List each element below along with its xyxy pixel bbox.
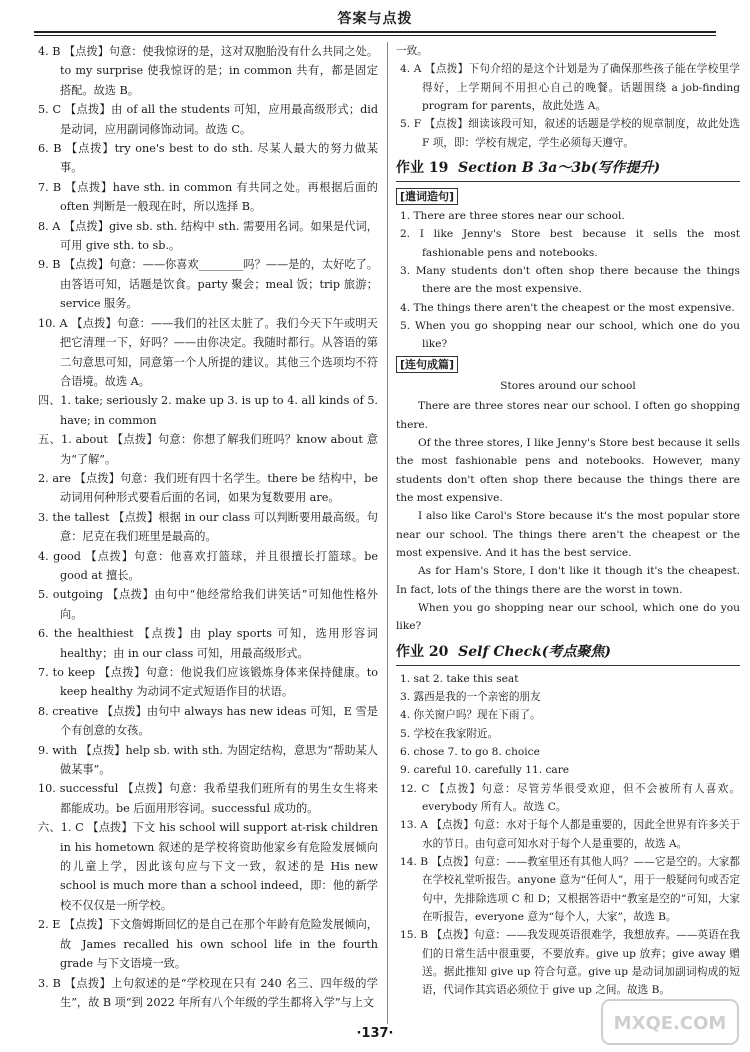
answer-item: 3. B 【点拨】上句叙述的是“学校现在只有 240 名三、四年级的学生”，故 B 项“到 2022 年所有八个年级的学生都将入学”与上文	[38, 976, 378, 1009]
answer-item: 14. B 【点拨】句意：——教室里还有其他人吗？——它是空的。大家都在学校礼堂听报告。anyone 意为“任何人”，用于一般疑问句或否定句中，先排除选项 C 和 D；又根据答语中“教室是空的”可知，大家在听报告，everyone 意为“每个人，大家”，故选 B。	[400, 856, 740, 924]
answer-item: 6. chose 7. to go 8. choice	[400, 746, 540, 758]
sentence-item: 4. The things there aren't the cheapest or the most expensive.	[400, 301, 735, 314]
sentence-item: 1. There are three stores near our school.	[400, 210, 625, 223]
essay-paragraph: There are three stores near our school. I often go shopping there.	[396, 400, 740, 431]
answer-item: 六、1. C 【点拨】下文 his school will support at-risk children in his hometown 叙述的是学校将资助他家乡有危险发展倾向的儿童上学，因此该句应与下文一致，叙述的是 His new school is much more than a school indeed，即：他的新学校不仅仅是一所学校。	[38, 821, 378, 912]
essay-paragraph: As for Ham's Store, I don't like it though it's the cheapest. In fact, lots of the things there are the worst in town.	[396, 565, 740, 596]
section-19-title: Section B 3a～3b(写作提升)	[458, 160, 661, 177]
essay-paragraph: When you go shopping near our school, which one do you like?	[396, 601, 740, 633]
answer-item: 4. good 【点拨】句意：他喜欢打篮球，并且很擅长打篮球。be good at 擅长。	[38, 549, 378, 582]
answer-item: 1. sat 2. take this seat	[400, 672, 519, 685]
answer-item: 9. careful 10. carefully 11. care	[400, 764, 570, 777]
sentence-item: 5. When you go shopping near our school, which one do you like?	[400, 320, 740, 351]
answer-item: 2. are 【点拨】句意：我们班有四十名学生。there be 结构中，be 动词用何种形式要看后面的名词，如果为复数要用 are。	[38, 471, 378, 505]
answer-item: 一致。	[396, 45, 428, 57]
answer-item: 4. B 【点拨】句意：使我惊讶的是，这对双胞胎没有什么共同之处。to my surprise 使我惊讶的是；in common 共有，都是固定搭配。故选 B。	[38, 45, 378, 97]
section-19-label: 作业 19	[396, 160, 449, 177]
answer-item: 五、1. about 【点拨】句意：你想了解我们班吗？know about 意为“了解”。	[38, 433, 378, 466]
answer-item: 5. F 【点拨】细读该段可知，叙述的话题是学校的规章制度，故此处选 F 项，即：学校有规定，学生必须每天遵守。	[400, 118, 740, 149]
answer-item: 12. C 【点拨】句意：尽管芳华很受欢迎，但不会被所有人喜欢。everybody 所有人。故选 C。	[400, 782, 740, 814]
answer-item: 13. A 【点拨】句意：水对于每个人都是重要的，因此全世界有许多关于水的节日。由句意可知水对于每个人是重要的，故选 A。	[400, 819, 740, 850]
answer-item: 5. outgoing 【点拨】由句中“他经常给我们讲笑话”可知他性格外向。	[38, 588, 378, 621]
answer-item: 8. creative 【点拨】由句中 always has new ideas 可知，E 雪是个有创意的女孩。	[38, 704, 378, 738]
answer-item: 9. B 【点拨】句意：——你喜欢________吗？——是的，太好吃了。由答语可知，话题是饮食。party 聚会；meal 饭；trip 旅游；service 服务。	[38, 258, 378, 311]
essay-paragraph: I also like Carol's Store because it's the most popular store near our school. The things there aren't the cheapest or the most expensive. And it has the best service.	[396, 510, 740, 559]
sentence-item: 2. I like Jenny's Store best because it sells the most fashionable pens and notebooks.	[400, 228, 740, 259]
answer-item: 10. successful 【点拨】句意：我希望我们班所有的男生女生将来都能成功。be 后面用形容词。successful 成功的。	[38, 782, 378, 815]
page-header-title: 答案与点拨	[337, 11, 413, 27]
section-19-heading	[396, 158, 740, 182]
section-20-heading	[396, 642, 740, 666]
page-header	[0, 0, 750, 32]
page-number: ·137·	[356, 1026, 394, 1041]
answer-item: 15. B 【点拨】句意：——我发现英语很难学，我想放弃。——英语在我们的日常生活中很重要，不要放弃。give up 放弃；give away 赠送。据此推知 give up 符合句意。give up 是动词加副词构成的短语，代词作其宾语必须位于 give up 之间。故选 B。	[400, 929, 740, 997]
right-column	[396, 42, 740, 1000]
header-rule-thin	[34, 35, 716, 36]
section-20-label: 作业 20	[396, 643, 449, 660]
answer-item: 8. A 【点拨】give sb. sth. 结构中 sth. 需要用名词。如果是代词，可用 give sth. to sb.。	[38, 219, 378, 253]
watermark-text: MXQE.COM	[613, 1013, 727, 1034]
left-column	[34, 42, 378, 1012]
answer-item: 7. B 【点拨】have sth. in common 有共同之处。再根据后面的 often 判断是一般现在时，所以选择 B。	[38, 180, 378, 214]
sentence-item: 3. Many students don't often shop there because the things there are the most expensive.	[400, 265, 740, 296]
answer-item: 9. with 【点拨】help sb. with sth. 为固定结构，意思为“帮助某人做某事”。	[38, 743, 378, 777]
answer-item: 6. B 【点拨】try one's best to do sth. 尽某人最大的努力做某事。	[38, 142, 378, 175]
essay-title: Stores around our school	[500, 379, 636, 392]
answer-item: 3. the tallest 【点拨】根据 in our class 可以判断要用最高级。句意：尼克在我们班里是最高的。	[38, 510, 378, 544]
answer-item: 7. to keep 【点拨】句意：他说我们应该锻炼身体来保持健康。to keep healthy 为动词不定式短语作目的状语。	[38, 666, 378, 699]
section-19-sub1: [遣词造句]	[396, 188, 458, 205]
essay-paragraph: Of the three stores, I like Jenny's Store best because it sells the most fashionable pens and notebooks. However, many students don't often shop there because the things there are the most expensive.	[396, 436, 740, 504]
answer-item: 3. 露西是我的一个亲密的朋友	[400, 690, 541, 703]
answer-item: 6. the healthiest 【点拨】由 play sports 可知，选用形容词 healthy；由 in our class 可知，用最高级形式。	[38, 627, 378, 660]
answer-item: 10. A 【点拨】句意：——我们的社区太脏了。我们今天下午或明天把它清理一下，好吗？——由你决定。我随时都行。从答语的第二句意思可知，同意第一个人所提的建议。其他三个选项均不符合语境。故选 A。	[38, 316, 378, 388]
answer-item: 5. C 【点拨】由 of all the students 可知，应用最高级形式；did 是动词，应用副词修饰动词。故选 C。	[38, 103, 378, 136]
answer-item: 4. 你关窗户吗？现在下雨了。	[400, 709, 541, 722]
section-20-title: Self Check(考点聚焦)	[458, 643, 612, 660]
answer-item: 四、1. take; seriously 2. make up 3. is up to 4. all kinds of 5. have; in common	[38, 394, 378, 427]
watermark-logo	[600, 998, 740, 1046]
answer-item: 2. E 【点拨】下文詹姆斯回忆的是自己在那个年龄有危险发展倾向，故 James recalled his own school life in the fourth grade 与下文语境一致。	[38, 918, 378, 971]
column-divider	[387, 42, 388, 1024]
section-19-sub2: [连句成篇]	[396, 356, 458, 373]
answer-item: 5. 学校在我家附近。	[400, 727, 499, 740]
answer-item: 4. A 【点拨】下句介绍的是这个计划是为了确保那些孩子能在学校里学得好，上学期间不用担心自己的晚餐。话题围绕 a job-finding program for parents，故此处选 A。	[400, 63, 740, 113]
header-rule	[34, 31, 716, 33]
